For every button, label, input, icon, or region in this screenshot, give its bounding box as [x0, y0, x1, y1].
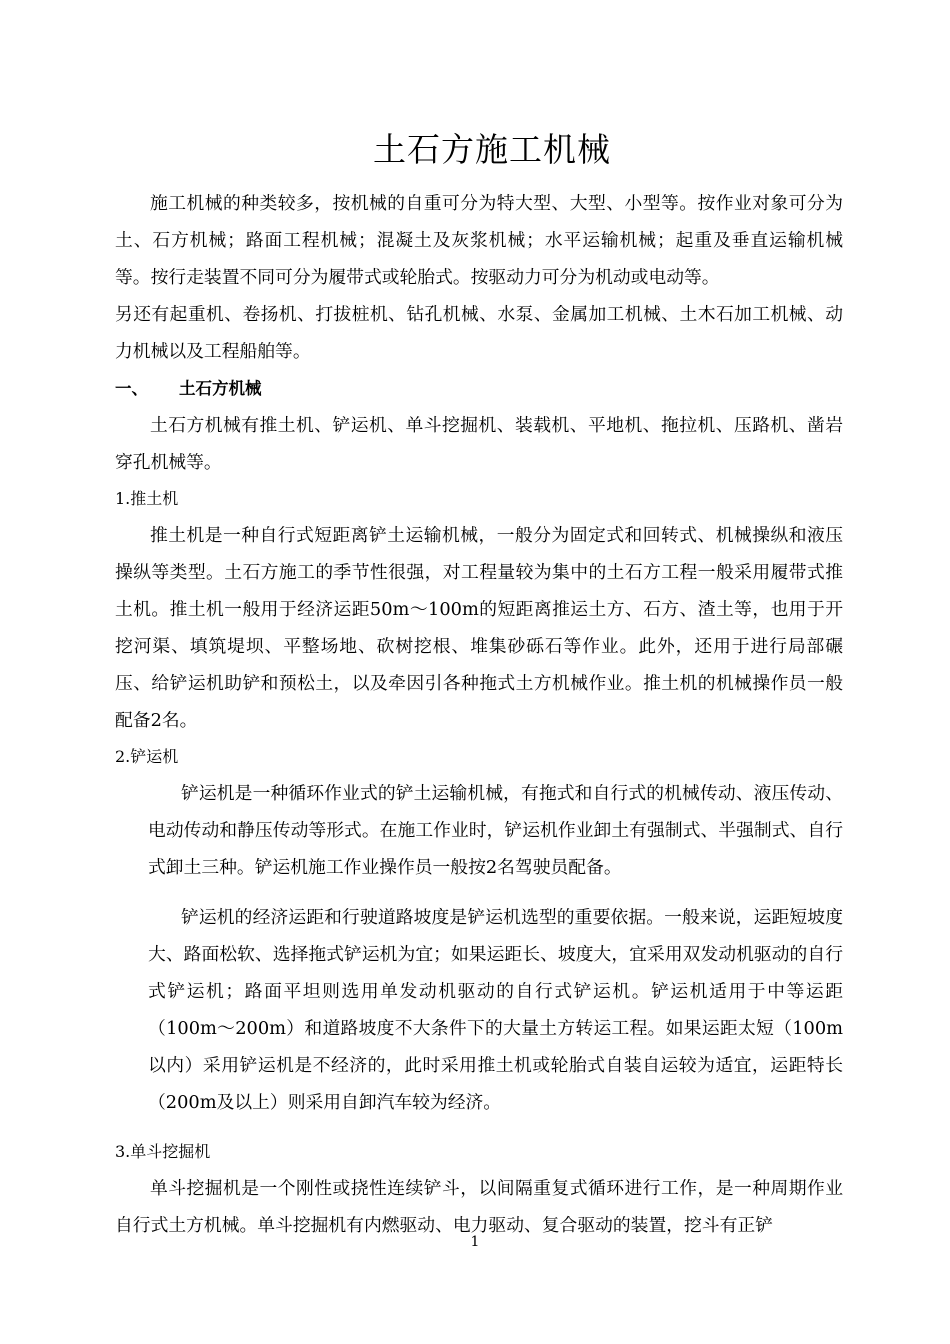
- section-heading: [115, 370, 843, 407]
- document-body: [115, 185, 843, 1244]
- subsection-heading-excavator: 3.单斗挖掘机: [115, 1142, 211, 1161]
- subsection-heading-bulldozer: 1.推土机: [115, 489, 179, 508]
- scraper-paragraph-1: 铲运机是一种循环作业式的铲土运输机械，有拖式和自行式的机械传动、液压传动、电动传动和静压传动等形式。在施工作业时，铲运机作业卸土有强制式、半强制式、自行式卸土三种。铲运机施工作业操作员一般按2名驾驶员配备。: [148, 783, 843, 878]
- excavator-paragraph: 单斗挖掘机是一个刚性或挠性连续铲斗，以间隔重复式循环进行工作，是一种周期作业自行式土方机械。单斗挖掘机有内燃驱动、电力驱动、复合驱动的装置，挖斗有正铲: [115, 1178, 843, 1236]
- intro-paragraph-2: 另还有起重机、卷扬机、打拔桩机、钻孔机械、水泵、金属加工机械、土木石加工机械、动力机械以及工程船舶等。: [115, 304, 843, 362]
- intro-paragraph: 施工机械的种类较多，按机械的自重可分为特大型、大型、小型等。按作业对象可分为土、石方机械；路面工程机械；混凝土及灰浆机械；水平运输机械；起重及垂直运输机械等。按行走装置不同可分为履带式或轮胎式。按驱动力可分为机动或电动等。: [115, 193, 843, 288]
- document-title: 土石方施工机械: [373, 130, 611, 169]
- section-paragraph: 土石方机械有推土机、铲运机、单斗挖掘机、装载机、平地机、拖拉机、压路机、凿岩穿孔机械等。: [115, 415, 843, 473]
- section-number: 一、: [115, 379, 148, 398]
- section-heading-text: 土石方机械: [179, 379, 262, 398]
- scraper-paragraph-2: 铲运机的经济运距和行驶道路坡度是铲运机选型的重要依据。一般来说，运距短坡度大、路面松软、选择拖式铲运机为宜；如果运距长、坡度大，宜采用双发动机驱动的自行式铲运机；路面平坦则选用单发动机驱动的自行式铲运机。铲运机适用于中等运距（100m～200m）和道路坡度不大条件下的大量土方转运工程。如果运距太短（100m以内）采用铲运机是不经济的，此时采用推土机或轮胎式自装自运较为适宜，运距特长（200m及以上）则采用自卸汽车较为经济。: [148, 907, 843, 1113]
- bulldozer-paragraph: 推土机是一种自行式短距离铲土运输机械，一般分为固定式和回转式、机械操纵和液压操纵等类型。土石方施工的季节性很强，对工程量较为集中的土石方工程一般采用履带式推土机。推土机一般用于经济运距50m～100m的短距离推运土方、石方、渣土等，也用于开挖河渠、填筑堤坝、平整场地、砍树挖根、堆集砂砾石等作业。此外，还用于进行局部碾压、给铲运机助铲和预松土，以及牵因引各种拖式土方机械作业。推土机的机械操作员一般配备2名。: [115, 525, 843, 731]
- subsection-heading-scraper: 2.铲运机: [115, 747, 179, 766]
- page-number: 1: [470, 1234, 480, 1250]
